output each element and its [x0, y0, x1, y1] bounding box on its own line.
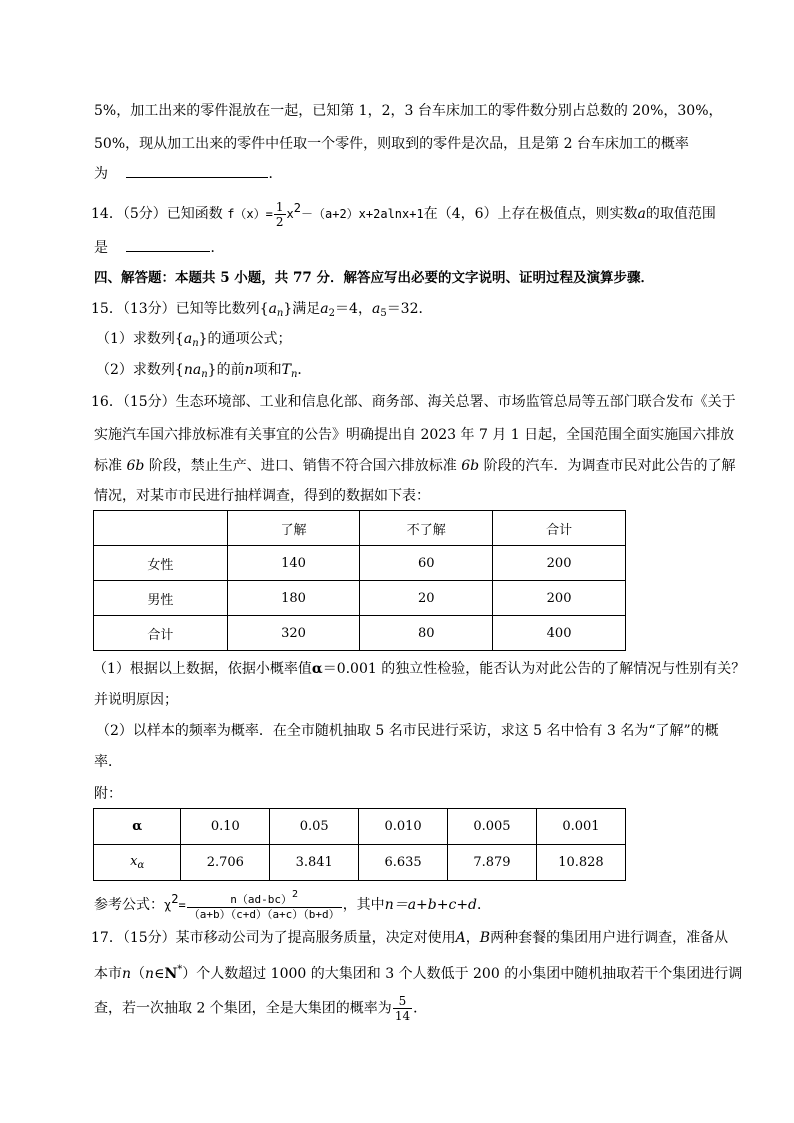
chi-square-fraction: $\frac{n(ad-bc)2}{(a+b)(c+d)(a+c)(b+d)}$ [188, 889, 340, 921]
p14-line2: 是 ． [94, 237, 224, 258]
table-row: 女性 140 60 200 [94, 546, 626, 581]
answer-blank-13[interactable] [126, 163, 268, 178]
p16-q1: （1）根据以上数据，依据小概率值α＝0.001 的独立性检验，能否认为对此公告的了解情况与性别有关？ [93, 661, 746, 677]
p13-line3: 为 ． [94, 163, 282, 184]
p17-line1: 17．（15分）某市移动公司为了提高服务质量，决定对使用A，B两种套餐的集团用户进行调查，准备从 [91, 930, 729, 946]
p16-q2-cont: 率． [94, 754, 122, 770]
p15-q2: （2）求数列$\{na_n\}$的前n项和$T_n$． [96, 362, 312, 380]
p16-q1-cont: 并说明原因； [94, 692, 178, 708]
p16-line2: 实施汽车国六排放标准有关事宜的公告》明确提出自 2023 年 7 月 1 日起，全国范围全面实施国六排放 [94, 427, 735, 443]
p16-line1: 16．（15分）生态环境部、工业和信息化部、商务部、海关总署、市场监管总局等五部门联合发布《关于 [91, 394, 736, 410]
p16-line4: 情况，对某市市民进行抽样调查，得到的数据如下表： [94, 488, 430, 504]
p16-line3: 标准 6b 阶段，禁止生产、进口、销售不符合国六排放标准 6b 阶段的汽车．为调查市民对此公告的了解 [94, 458, 736, 474]
table-row: 了解 不了解 合计 [94, 511, 626, 546]
p17-line3: 查，若一次抽取 2 个集团，全是大集团的概率为 $\frac{5}{14}$ ． [94, 994, 428, 1023]
table-row: 合计 320 80 400 [94, 616, 626, 651]
p14-line1: 14．（5分）已知函数 f（x）= $\frac{1}{2}$ x2－（a+2）x+2alnx+1在（4，6）上存在极值点，则实数a的取值范围 [91, 199, 716, 229]
section-heading: 四、解答题：本题共 5 小题，共 77 分．解答应写出必要的文字说明、证明过程及演算步骤． [94, 270, 654, 286]
fraction-half: $\frac{1}{2}$ [275, 199, 284, 229]
p13-line1: 5%，加工出来的零件混放在一起，已知第 1，2，3 台车床加工的零件数分别占总数的 20%，30%， [94, 103, 723, 119]
reference-formula: 参考公式：χ2= $\frac{n(ad-bc)2}{(a+b)(c+d)(a+c)(b+d)}$ ，其中n＝a+b+c+d． [94, 889, 492, 921]
table-row: α 0.10 0.05 0.010 0.005 0.001 [94, 809, 626, 845]
p17-line2: 本市n（n∈N*）个人数超过 1000 的大集团和 3 个人数低于 200 的小集团中随机抽取若干个集团进行调 [94, 964, 743, 982]
p16-q2: （2）以样本的频率为概率．在全市随机抽取 5 名市民进行采访，求这 5 名中恰有 3 名为“了解”的概 [96, 723, 719, 739]
p13-line2: 50%，现从加工出来的零件中任取一个零件，则取到的零件是次品，且是第 2 台车床加工的概率 [94, 136, 689, 152]
survey-table [93, 510, 626, 651]
table-row: 男性 180 20 200 [94, 581, 626, 616]
answer-blank-14[interactable] [126, 237, 210, 252]
p15-q1: （1）求数列$\{a_n\}$的通项公式； [96, 331, 292, 349]
fraction-5-14: $\frac{5}{14}$ [394, 994, 411, 1023]
p15-stem: 15．（13分）已知等比数列$\{a_n\}$满足$a_2=4$，$a_5=32$． [91, 301, 433, 319]
table-row: $x_\alpha$ 2.706 3.841 6.635 7.879 10.828 [94, 845, 626, 881]
appendix-label: 附： [94, 786, 122, 802]
chi-square-table [93, 808, 626, 881]
